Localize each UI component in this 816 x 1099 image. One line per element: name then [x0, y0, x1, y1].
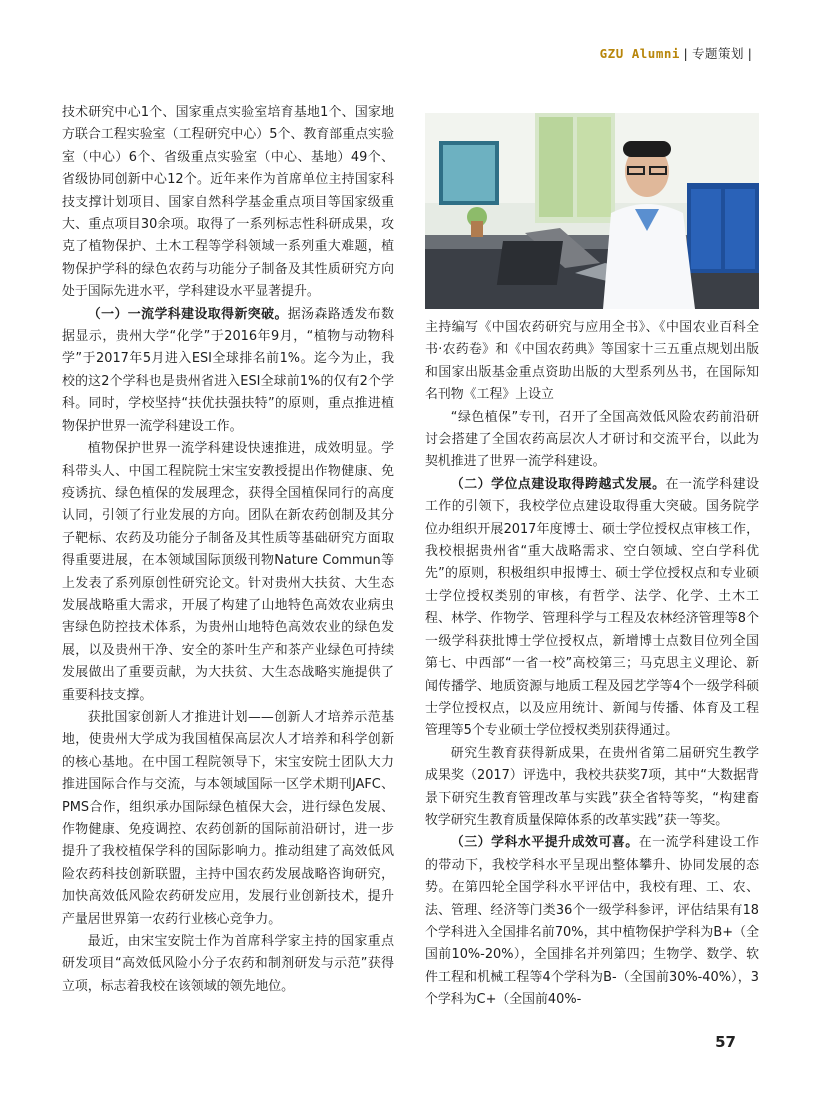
paragraph — [425, 832, 759, 1011]
header-separator-end: | — [745, 46, 754, 61]
lab-photo-illustration — [425, 113, 759, 309]
section-heading: （一）一流学科建设取得新突破。 — [87, 306, 288, 322]
section-heading: （二）学位点建设取得跨越式发展。 — [450, 476, 666, 492]
paragraph: 植物保护世界一流学科建设快速推进，成效明显。学科带头人、中国工程院院士宋宝安教授提出作物健康、免疫诱抗、绿色植保的发展理念，获得全国植保同行的高度认同，引领了行业发展的方向。团队在新农药创制及其分子靶标、农药及功能分子制备及其性质等基础研究方面取得重要进展，在本领域国际顶级刊物Nature Commun等上发表了系列原创性研究论文。针对贵州大扶贫、大生态发展战略重大需求，开展了构建了山地特色高效农业病虫害绿色防控技术体系，为贵州山地特色高效农业的绿色发展，以及贵州干净、安全的茶叶生产和茶产业绿色可持续发展做出了重要贡献，为大扶贫、大生态战略实施提供了重要科技支撑。 — [62, 441, 394, 703]
paragraph-text: 在一流学科建设工作的引领下，我校学位点建设取得重大突破。国务院学位办组织开展2017年度博士、硕士学位授权点审核工作，我校根据贵州省“重大战略需求、空白领域、空白学科优先”的原则，积极组织申报博士、硕士学位授权点和专业硕士学位授权类别的审核，有哲学、法学、化学、土木工程、林学、作物学、管理科学与工程及农林经济管理等8个一级学科获批博士学位授权点，新增博士点数目位列全国第七、中西部“一省一校”高校第三；马克思主义理论、新闻传播学、地质资源与地质工程及园艺学等4个一级学科硕士学位授权点，以及应用统计、新闻与传播、体育及工程管理等5个专业硕士学位授权类别获得通过。 — [425, 476, 760, 739]
paragraph: 研究生教育获得新成果，在贵州省第二届研究生教学成果奖（2017）评选中，我校共获奖7项，其中“大数据背景下研究生教育管理改革与实践”获全省特等奖，“构建畜牧学研究生教育质量保障体系的改革实践”获一等奖。 — [425, 745, 759, 828]
paragraph — [62, 304, 394, 438]
section-heading: （三）学科水平提升成效可喜。 — [450, 835, 639, 851]
paragraph — [425, 474, 759, 743]
header-section: 专题策划 — [691, 46, 744, 61]
running-header — [600, 44, 756, 62]
page-number: 57 — [715, 1033, 736, 1051]
paragraph: “绿色植保”专刊，召开了全国高效低风险农药前沿研讨会搭建了全国农药高层次人才研讨和交流平台，以此为契机推进了世界一流学科建设。 — [425, 409, 759, 470]
header-separator: | — [681, 46, 690, 61]
paragraph: 技术研究中心1个、国家重点实验室培育基地1个、国家地方联合工程实验室（工程研究中心）5个、教育部重点实验室（中心）6个、省级重点实验室（中心、基地）49个、省级协同创新中心12个。近年来作为首席单位主持国家科技支撑计划项目、国家自然科学基金重点项目等国家级重大、重点项目30余项。取得了一系列标志性科研成果，攻克了植物保护、土木工程等学科领域一系列重大难题，植物保护学科的绿色农药与功能分子制备及其性质研究方向处于国际先进水平，学科建设水平显著提升。 — [62, 105, 394, 300]
left-column — [62, 102, 394, 998]
header-brand: GZU Alumni — [599, 46, 680, 61]
paragraph-text: 据汤森路透发布数据显示，贵州大学“化学”于2016年9月，“植物与动物科学”于2017年5月进入ESI全球排名前1%。迄今为止，我校的这2个学科也是贵州省进入ESI全球前1%的仅有2个学科。同时，学校坚持“扶优扶强扶特”的原则，重点推进植物保护世界一流学科建设工作。 — [62, 306, 395, 434]
paragraph: 主持编写《中国农药研究与应用全书》、《中国农业百科全书·农药卷》和《中国农药典》等国家十三五重点规划出版和国家出版基金重点资助出版的大型系列丛书，在国际知名刊物《工程》上设立 — [425, 320, 759, 403]
paragraph: 获批国家创新人才推进计划——创新人才培养示范基地，使贵州大学成为我国植保高层次人才培养和科学创新的核心基地。在中国工程院领导下，宋宝安院士团队大力推进国际合作与交流，与本领域国际一区学术期刊JAFC、PMS合作，组织承办国际绿色植保大会，进行绿色发展、作物健康、免疫调控、农药创新的国际前沿研讨，进一步提升了我校植保学科的国际影响力。推动组建了高效低风险农药科技创新联盟，主持中国农药发展战略咨询研究，加快高效低风险农药研发应用，发展行业创新技术，提升产量居世界第一农药行业核心竞争力。 — [62, 709, 394, 927]
lab-photo — [425, 113, 759, 309]
right-column — [425, 317, 759, 1012]
paragraph: 最近，由宋宝安院士作为首席科学家主持的国家重点研发项目“高效低风险小分子农药和制剂研发与示范”获得立项，标志着我校在该领域的领先地位。 — [62, 934, 394, 994]
paragraph-text: 在一流学科建设工作的带动下，我校学科水平呈现出整体攀升、协同发展的态势。在第四轮全国学科水平评估中，我校有理、工、农、法、管理、经济等门类36个一级学科参评，评估结果有18个学科进入全国排名前70%，其中植物保护学科为B+（全国前10%-20%），全国排名并列第四；生物学、数学、软件工程和机械工程等4个学科为B-（全国前30%-40%），3个学科为C+（全国前40%- — [425, 835, 760, 1008]
